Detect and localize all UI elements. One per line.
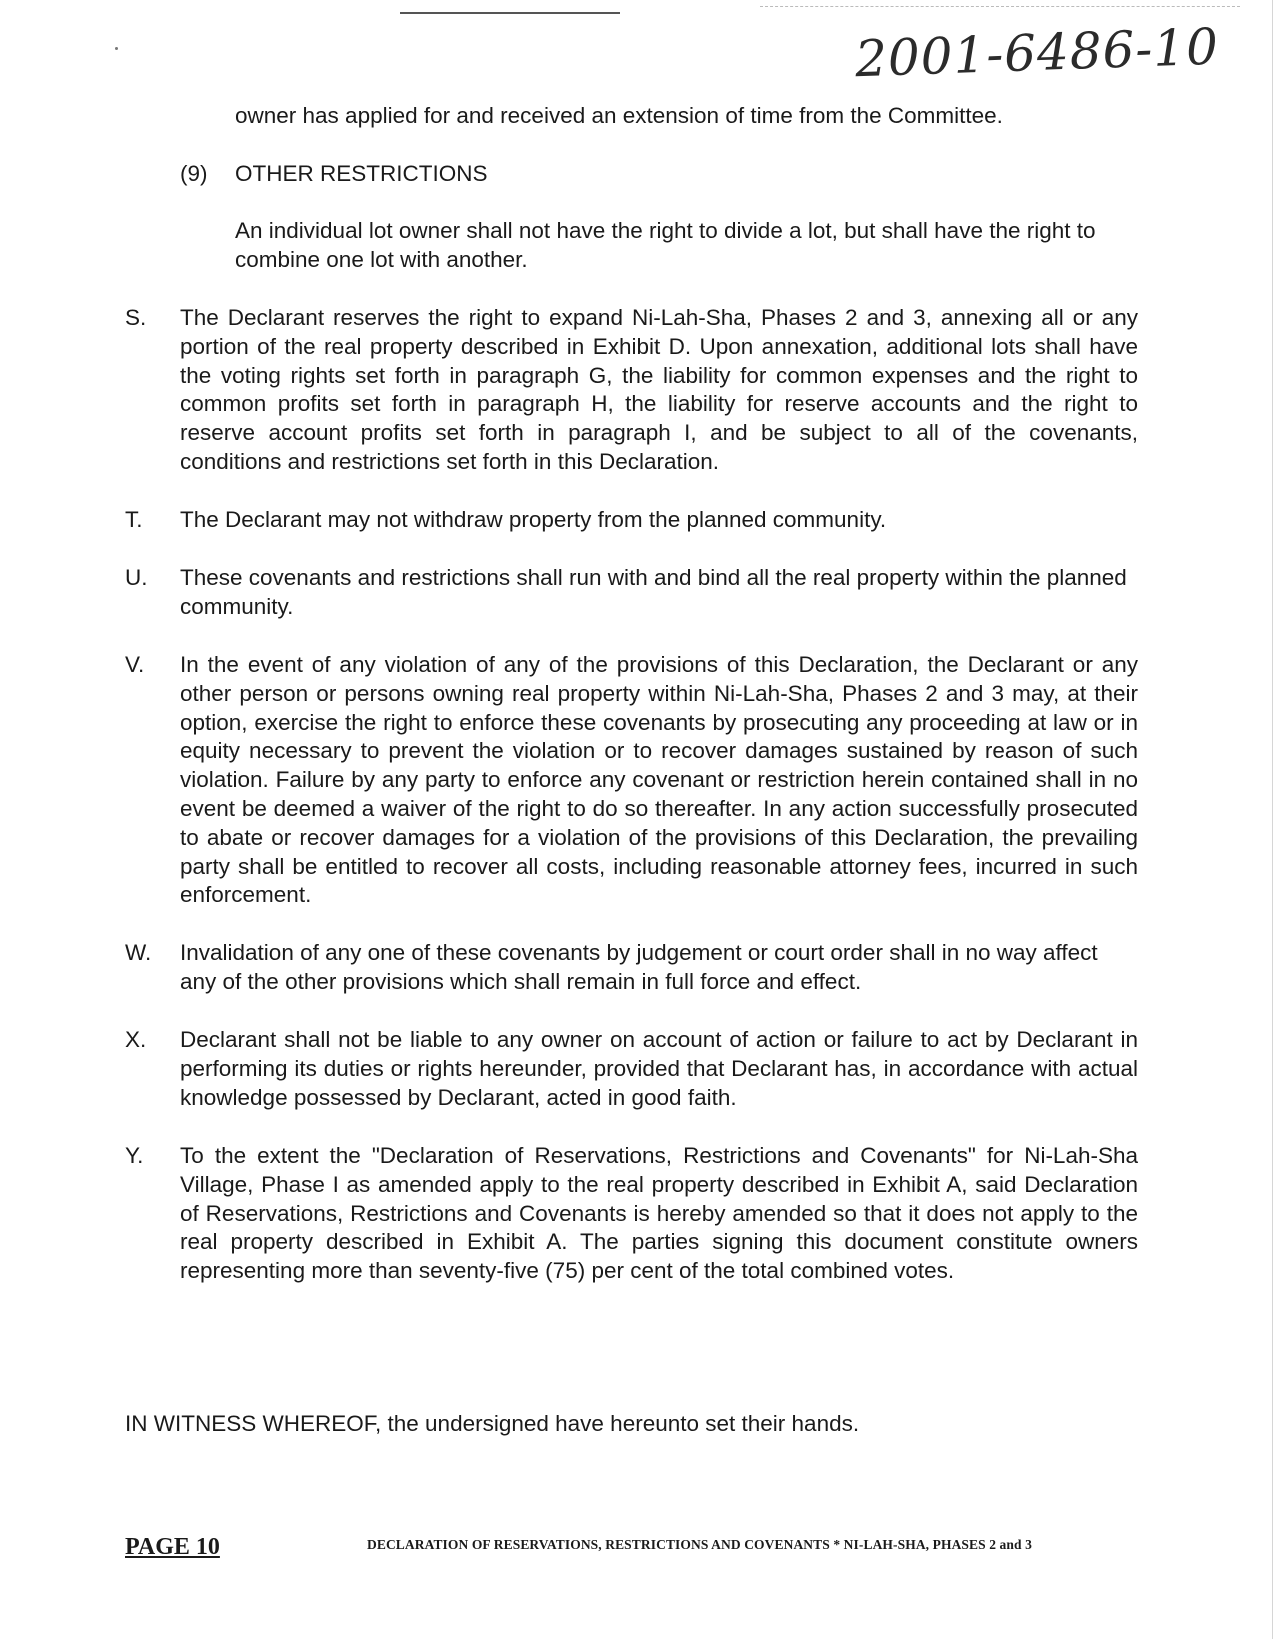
item-text-w: Invalidation of any one of these covenants by judgement or court order shall in no way affect any of the other provisions which shall remain in full force and effect. bbox=[180, 940, 1098, 994]
item-text-x: Declarant shall not be liable to any owner on account of action or failure to act by Declarant in performing its duties or rights hereunder, provided that Declarant has, in accordance with actual knowledge possessed by Declarant, acted in good faith. bbox=[180, 1027, 1138, 1110]
scan-artifact-dashes bbox=[760, 6, 1240, 7]
item-text-u: These covenants and restrictions shall run with and bind all the real property within the planned community. bbox=[180, 565, 1127, 619]
item-letter-u: U. bbox=[125, 565, 148, 590]
scan-artifact-edge bbox=[1272, 0, 1273, 1639]
intro-line: owner has applied for and received an extension of time from the Committee. bbox=[235, 103, 1003, 128]
item-letter-t: T. bbox=[125, 507, 143, 532]
item-text-s: The Declarant reserves the right to expand Ni-Lah-Sha, Phases 2 and 3, annexing all or any portion of the real property described in Exhibit D. Upon annexation, additional lots shall have the voting rights set forth in paragraph G, the liability for common expenses and the right to common profits set forth in paragraph H, the liability for reserve accounts and the right to reserve account profits set forth in paragraph I, and be subject to all of the covenants, conditions and restrictions set forth in this Declaration. bbox=[180, 305, 1138, 474]
scan-artifact-dot bbox=[115, 47, 118, 50]
scan-artifact-line bbox=[400, 12, 620, 14]
item-letter-x: X. bbox=[125, 1027, 147, 1052]
item-text-y: To the extent the "Declaration of Reservations, Restrictions and Covenants" for Ni-Lah-Sha Village, Phase I as amended apply to the real property described in Exhibit A, said Declaration of Reservations, Restrictions and Covenants is hereby amended so that it does not apply to the real property described in Exhibit A. The parties signing this document constitute owners representing more than seventy-five (75) per cent of the total combined votes. bbox=[180, 1143, 1138, 1284]
item-letter-s: S. bbox=[125, 305, 147, 330]
witness-line: IN WITNESS WHEREOF, the undersigned have hereunto set their hands. bbox=[125, 1411, 860, 1436]
item-text-t: The Declarant may not withdraw property from the planned community. bbox=[180, 507, 887, 532]
item-text-v: In the event of any violation of any of the provisions of this Declaration, the Declarant or any other person or persons owning real property within Ni-Lah-Sha, Phases 2 and 3 may, at their option, exercise the right to enforce these covenants by prosecuting any proceeding at law or in equity necessary to prevent the violation or to recover damages sustained by reason of such violation. Failure by any party to enforce any covenant or restriction herein contained shall in no event be deemed a waiver of the right to do so thereafter. In any action successfully prosecuted to abate or recover damages for a violation of the provisions of this Declaration, the prevailing party shall be entitled to recover all costs, including reasonable attorney fees, incurred in such enforcement. bbox=[180, 652, 1138, 908]
section-9-text: An individual lot owner shall not have the right to divide a lot, but shall have the right to combine one lot with another. bbox=[235, 218, 1096, 272]
item-letter-v: V. bbox=[125, 652, 145, 677]
item-letter-w: W. bbox=[125, 940, 152, 965]
footer-document-title: DECLARATION OF RESERVATIONS, RESTRICTIONS AND COVENANTS * NI-LAH-SHA, PHASES 2 and 3 bbox=[367, 1537, 1032, 1552]
item-letter-y: Y. bbox=[125, 1143, 144, 1168]
footer-page-number: PAGE 10 bbox=[125, 1534, 220, 1560]
section-9-number: (9) bbox=[180, 161, 208, 186]
section-9-heading: OTHER RESTRICTIONS bbox=[235, 161, 488, 186]
handwritten-recording-number: 2001-6486-10 bbox=[854, 17, 1220, 89]
